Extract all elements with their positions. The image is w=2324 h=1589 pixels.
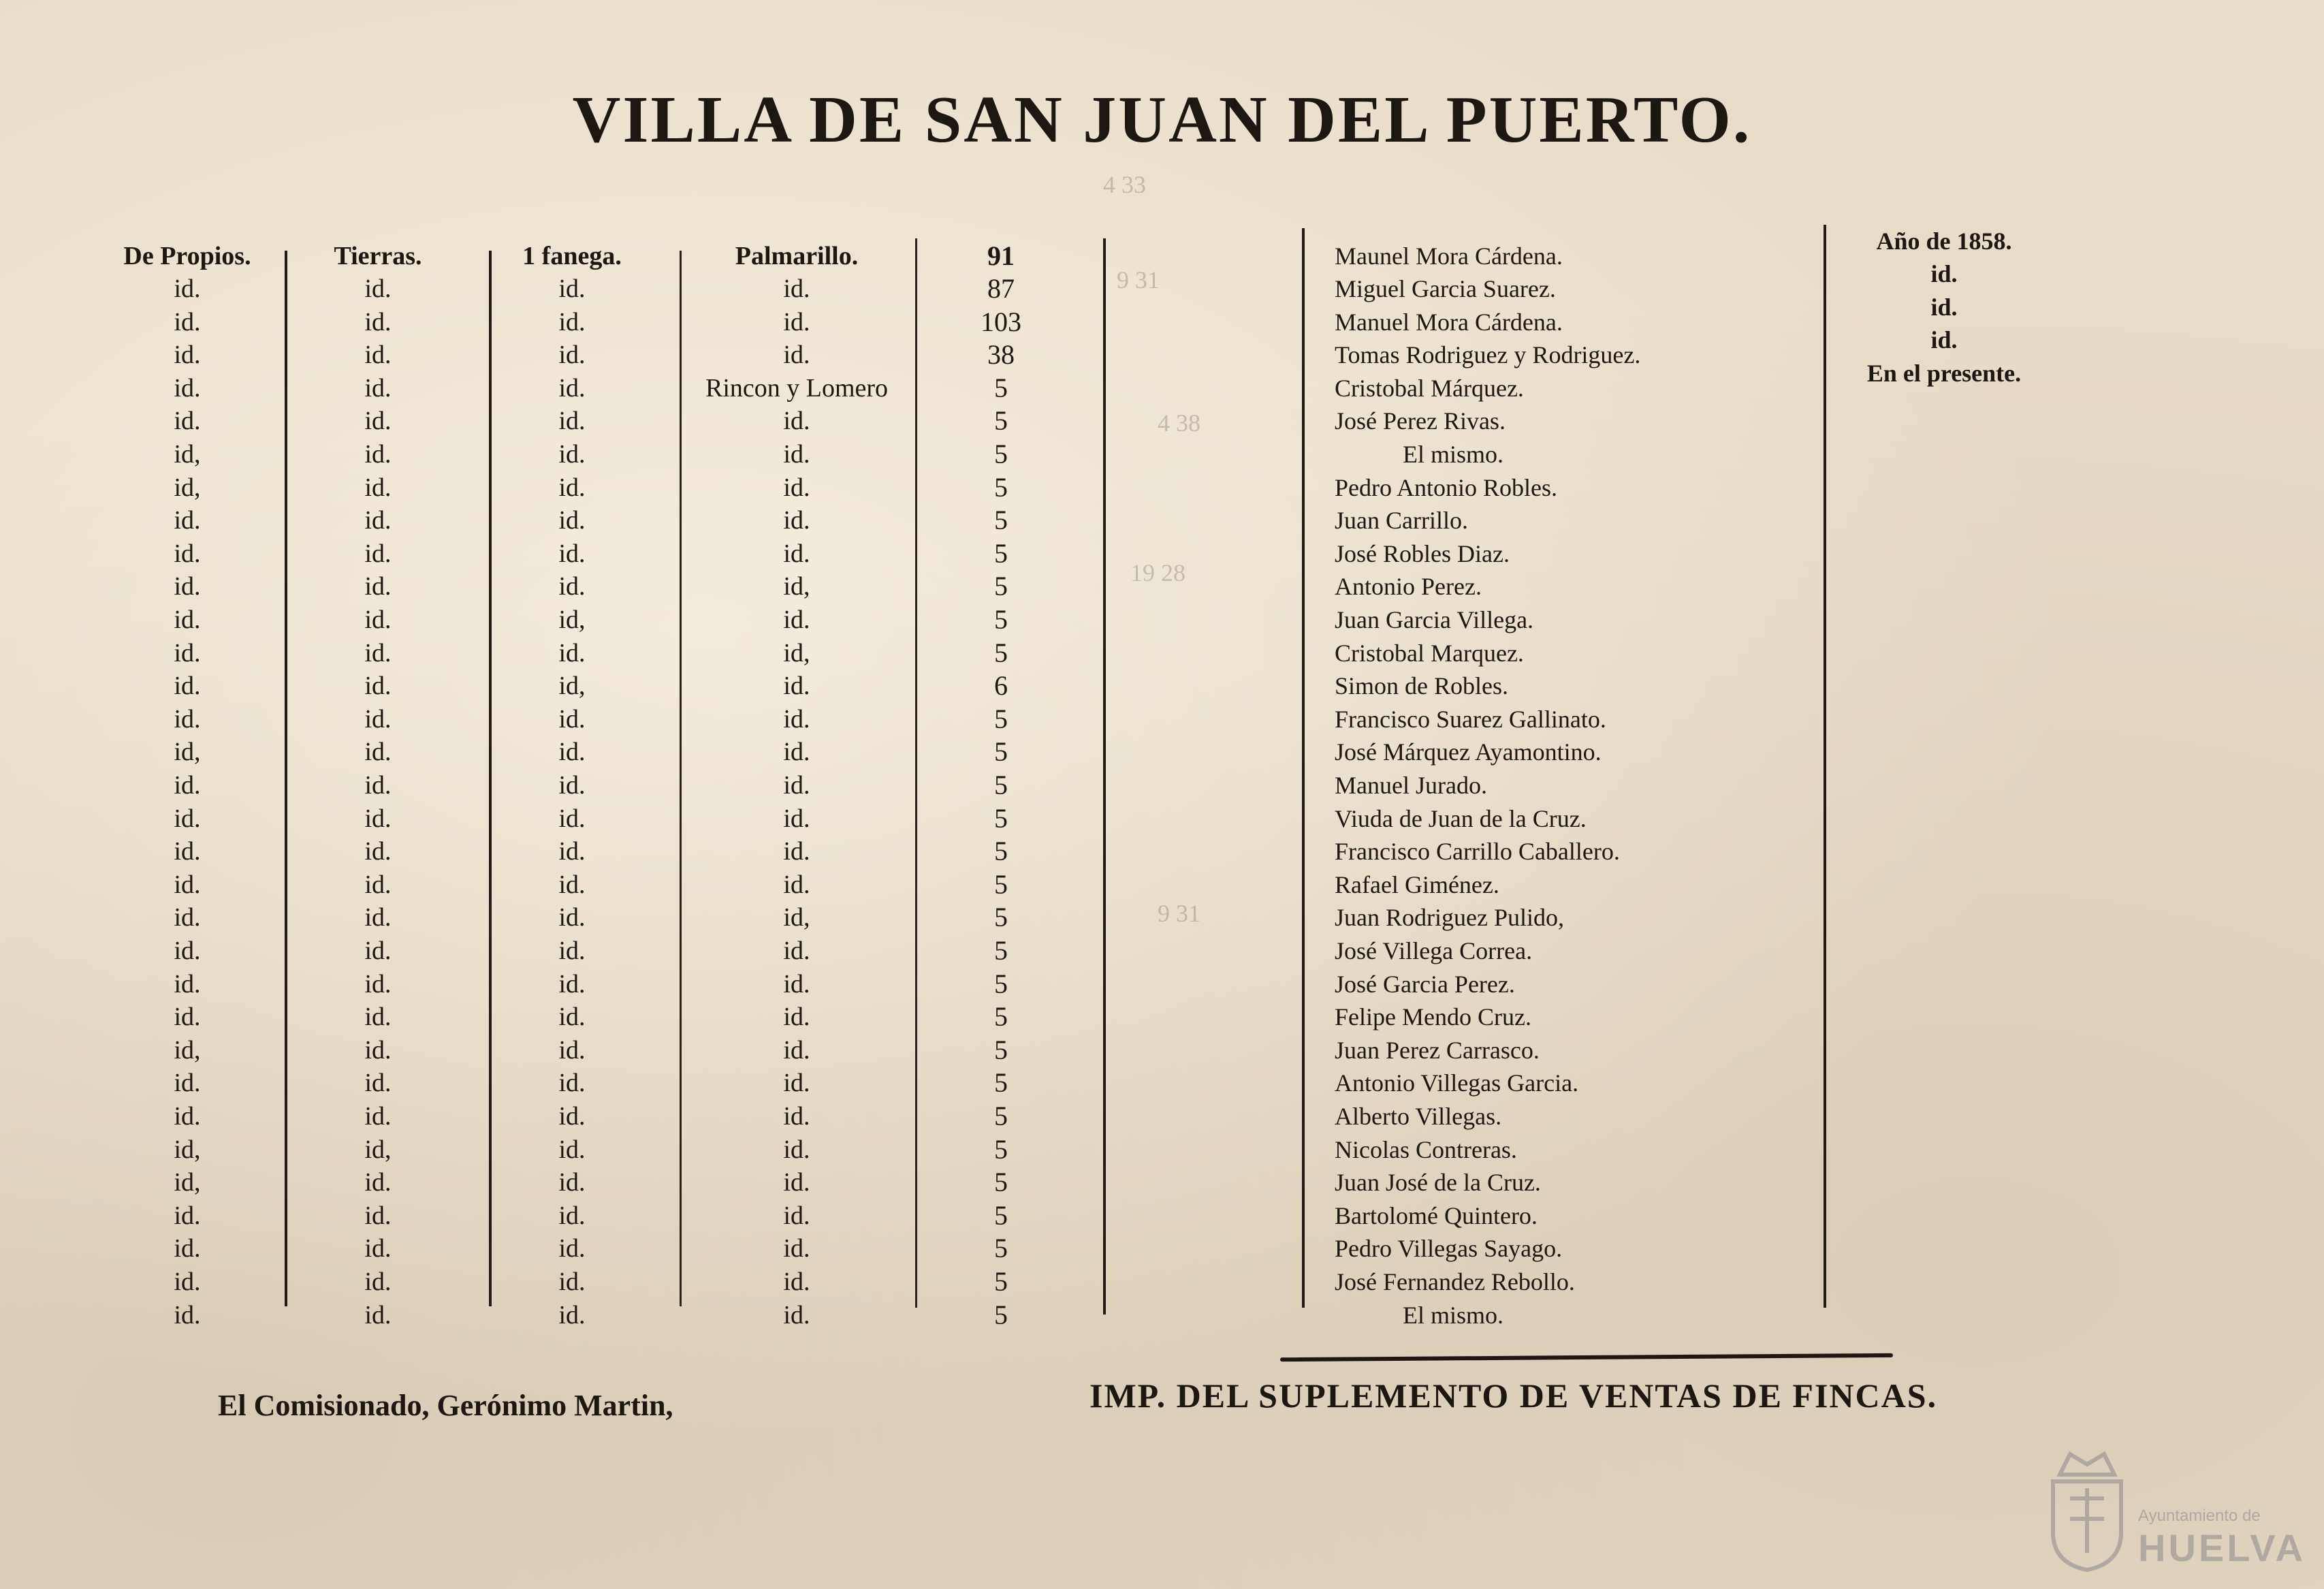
cell-tipo: id. [364,440,392,469]
table-row [0,1133,2324,1166]
cell-fondo: id, [174,440,201,469]
cell-cabida: id. [558,638,586,667]
table-row [0,570,2324,603]
cell-sitio: id. [783,672,810,701]
watermark-line2: HUELVA [2138,1526,2306,1569]
footer-commissioner: El Comisionado, Gerónimo Martin, [218,1389,673,1422]
cell-fondo: id. [174,1102,201,1131]
table-row [0,736,2324,768]
cell-sitio: id. [783,1201,810,1230]
cell-sitio: id. [783,1234,810,1263]
table-row [0,405,2324,437]
cell-tipo: id. [364,937,392,965]
cell-tipo: id. [364,870,392,899]
cell-nombre: Viuda de Juan de la Cruz. [1335,804,1587,832]
cell-numero: 5 [994,471,1008,503]
column-rule [1824,225,1826,1308]
cell-tipo: id. [364,1102,392,1131]
cell-tipo: id. [364,1300,392,1330]
cell-fondo: id. [174,1268,201,1296]
table-row [0,1166,2324,1199]
cell-nombre: José Garcia Perez. [1335,970,1515,998]
header-year: Año de 1858. [1876,227,2012,255]
header-tipo: Tierras. [334,242,422,270]
cell-tipo: id. [364,473,392,502]
table-row [0,769,2324,802]
cell-nombre: Pedro Villegas Sayago. [1335,1235,1563,1263]
footer-imprint: IMP. DEL SUPLEMENTO DE VENTAS DE FINCAS. [1089,1376,1938,1415]
cell-numero: 5 [994,1233,1008,1264]
bleed-through-text: 4 38 [1158,409,1200,437]
cell-fondo: id. [174,937,201,965]
cell-nombre: Antonio Perez. [1335,573,1482,601]
cell-fondo: id, [174,473,201,502]
cell-cabida: id. [558,870,586,899]
cell-cabida: id. [558,1135,586,1164]
cell-tipo: id. [364,903,392,932]
cell-numero: 5 [994,604,1008,635]
table-row [0,1034,2324,1067]
cell-cabida: id, [558,672,586,701]
cell-numero: 5 [994,935,1008,966]
cell-fondo: id. [174,1003,201,1032]
cell-tipo: id. [364,572,392,601]
cell-cabida: id. [558,373,586,403]
cell-numero: 5 [994,1001,1008,1033]
cell-sitio: id. [783,307,810,336]
cell-tipo: id. [364,1035,392,1065]
cell-sitio: id, [783,903,810,932]
cell-fondo: id. [174,307,201,336]
cell-cabida: id. [558,837,586,866]
cell-sitio: id. [783,1168,810,1197]
cell-numero: 5 [994,505,1008,536]
cell-cabida: id. [558,738,586,767]
cell-tipo: id. [364,1003,392,1032]
cell-fondo: id. [174,672,201,701]
cell-sitio: id. [783,1069,810,1098]
header-fondo: De Propios. [123,242,251,270]
cell-tipo: id. [364,1168,392,1197]
cell-numero: 5 [994,1199,1008,1231]
cell-fondo: id, [174,1035,201,1065]
cell-cabida: id. [558,1168,586,1197]
cell-cabida: id. [558,1201,586,1230]
cell-numero: 87 [987,273,1015,304]
cell-numero: 5 [994,405,1008,437]
cell-fondo: id. [174,373,201,403]
cell-numero: 5 [994,770,1008,800]
cell-cabida: id. [558,473,586,502]
table-row [0,537,2324,570]
table-row [0,359,2324,405]
table-row [0,1067,2324,1099]
cell-nombre: Francisco Carrillo Caballero. [1335,838,1620,866]
column-rule [680,251,682,1306]
bleed-through-text: 19 28 [1130,559,1185,586]
cell-cabida: id. [558,804,586,833]
cell-numero: 5 [994,968,1008,999]
cell-cabida: id. [558,1234,586,1263]
cell-tipo: id. [364,341,392,370]
cell-nombre: Miguel Garcia Suarez. [1335,275,1556,302]
cell-fondo: id. [174,605,201,634]
cell-fondo: id. [174,506,201,535]
cell-tipo: id. [364,704,392,734]
table-row [0,504,2324,537]
table-row [0,1001,2324,1033]
cell-year: En el presente. [1866,359,2022,387]
table-row [0,438,2324,471]
cell-nombre: Cristobal Marquez. [1335,639,1524,667]
cell-tipo: id, [364,1135,392,1164]
bleed-through-text: 9 31 [1117,266,1160,294]
column-rule [489,251,492,1306]
cell-tipo: id. [364,837,392,866]
table-row [0,802,2324,835]
header-nombre: Maunel Mora Cárdena. [1335,242,1563,270]
cell-fondo: id, [174,738,201,767]
cell-nombre: Alberto Villegas. [1335,1103,1502,1130]
cell-sitio: id. [783,704,810,734]
table-row [0,968,2324,1001]
cell-numero: 5 [994,571,1008,602]
cell-sitio: id. [783,506,810,535]
cell-sitio: id. [783,804,810,833]
cell-tipo: id. [364,307,392,336]
table-row [0,637,2324,670]
cell-nombre: Felipe Mendo Cruz. [1335,1003,1531,1031]
cell-numero: 5 [994,902,1008,933]
coat-of-arms-icon [2036,1444,2138,1573]
cell-sitio: id, [783,638,810,667]
cell-sitio: id. [783,937,810,965]
cell-fondo: id. [174,1069,201,1098]
cell-cabida: id. [558,1035,586,1065]
cell-cabida: id. [558,1300,586,1330]
table-row [0,603,2324,636]
cell-cabida: id. [558,969,586,998]
cell-numero: 5 [994,1101,1008,1131]
cell-cabida: id. [558,307,586,336]
cell-numero: 5 [994,836,1008,867]
cell-tipo: id. [364,672,392,701]
column-rule [915,238,917,1308]
watermark-line1: Ayuntamiento de [2138,1507,2261,1525]
cell-nombre: Juan Perez Carrasco. [1335,1036,1540,1064]
cell-tipo: id. [364,274,392,303]
cell-sitio: id. [783,1035,810,1065]
cell-sitio: id. [783,1003,810,1032]
cell-cabida: id. [558,506,586,535]
cell-cabida: id. [558,937,586,965]
cell-nombre: Manuel Jurado. [1335,772,1487,799]
footer-rule [1280,1353,1893,1362]
cell-sitio: id. [783,870,810,899]
cell-numero: 5 [994,439,1008,469]
cell-nombre: Pedro Antonio Robles. [1335,473,1558,501]
cell-fondo: id. [174,1300,201,1330]
cell-nombre: Juan Rodriguez Pulido, [1335,904,1564,932]
cell-tipo: id. [364,539,392,568]
cell-cabida: id. [558,1069,586,1098]
cell-numero: 5 [994,1067,1008,1099]
cell-fondo: id. [174,903,201,932]
cell-nombre: Nicolas Contreras. [1335,1135,1517,1163]
cell-nombre: José Márquez Ayamontino. [1335,738,1602,766]
cell-numero: 5 [994,372,1008,403]
cell-sitio: id. [783,771,810,800]
cell-nombre: Rafael Giménez. [1335,870,1499,898]
cell-fondo: id. [174,704,201,734]
table-row [0,868,2324,901]
cell-nombre: Manuel Mora Cárdena. [1335,308,1563,336]
column-rule [1103,238,1106,1315]
cell-nombre: El mismo. [1403,441,1504,468]
cell-sitio: id. [783,1300,810,1330]
cell-nombre: Bartolomé Quintero. [1335,1201,1538,1229]
cell-cabida: id. [558,903,586,932]
header-sitio: Palmarillo. [735,242,859,270]
cell-year: id. [1930,293,1958,321]
cell-numero: 5 [994,1266,1008,1297]
cell-cabida: id. [558,539,586,568]
table-row [0,1265,2324,1298]
cell-cabida: id. [558,1102,586,1131]
cell-cabida: id. [558,1268,586,1296]
table-row [0,1232,2324,1265]
cell-nombre: José Perez Rivas. [1335,407,1506,435]
cell-sitio: id. [783,440,810,469]
table-row [0,1199,2324,1232]
cell-sitio: id. [783,274,810,303]
cell-numero: 5 [994,868,1008,900]
table-row [0,835,2324,868]
cell-nombre: Francisco Suarez Gallinato. [1335,705,1606,733]
cell-fondo: id. [174,969,201,998]
cell-sitio: id. [783,1268,810,1296]
cell-fondo: id. [174,1234,201,1263]
cell-fondo: id. [174,804,201,833]
cell-nombre: Cristobal Márquez. [1335,374,1524,402]
cell-tipo: id. [364,969,392,998]
cell-cabida: id. [558,274,586,303]
cell-cabida: id. [558,407,586,436]
cell-numero: 5 [994,736,1008,768]
cell-fondo: id. [174,274,201,303]
cell-sitio: id. [783,407,810,436]
column-rule [1302,228,1305,1308]
cell-cabida: id. [558,1003,586,1032]
cell-cabida: id. [558,341,586,370]
cell-numero: 5 [994,802,1008,834]
cell-fondo: id. [174,837,201,866]
cell-tipo: id. [364,1268,392,1296]
table-row [0,670,2324,702]
cell-tipo: id. [364,506,392,535]
table-row [0,1299,2324,1332]
cell-tipo: id. [364,373,392,403]
cell-fondo: id, [174,1135,201,1164]
cell-fondo: id. [174,539,201,568]
cell-sitio: id. [783,969,810,998]
cell-sitio: id. [783,1102,810,1131]
cell-fondo: id. [174,638,201,667]
header-numero: 91 [987,240,1015,271]
cell-cabida: id. [558,704,586,734]
cell-fondo: id, [174,1168,201,1197]
cell-sitio: id. [783,473,810,502]
cell-numero: 5 [994,537,1008,569]
cell-sitio: id. [783,738,810,767]
cell-nombre: José Fernandez Rebollo. [1335,1268,1575,1295]
cell-tipo: id. [364,804,392,833]
cell-fondo: id. [174,341,201,370]
cell-nombre: Simon de Robles. [1335,672,1509,700]
cell-sitio: id. [783,1135,810,1164]
cell-sitio: id. [783,539,810,568]
cell-fondo: id. [174,771,201,800]
cell-tipo: id. [364,1234,392,1263]
cell-sitio: id. [783,837,810,866]
cell-tipo: id. [364,407,392,436]
cell-numero: 5 [994,1034,1008,1065]
cell-nombre: Tomas Rodriguez y Rodriguez. [1335,341,1641,369]
cell-numero: 38 [987,339,1015,371]
cell-tipo: id. [364,1069,392,1098]
cell-numero: 5 [994,1167,1008,1198]
bleed-through-text: 4 33 [1103,171,1146,198]
cell-fondo: id. [174,870,201,899]
cell-sitio: id. [783,341,810,370]
table-row [0,934,2324,967]
cell-numero: 103 [981,306,1021,337]
cell-sitio: id, [783,572,810,601]
header-cabida: 1 fanega. [522,242,622,270]
cell-sitio: Rincon y Lomero [705,373,889,403]
cell-tipo: id. [364,605,392,634]
cell-numero: 6 [994,670,1008,702]
cell-numero: 5 [994,1133,1008,1165]
table-row [0,703,2324,736]
cell-numero: 5 [994,637,1008,668]
cell-nombre: Juan José de la Cruz. [1335,1169,1541,1197]
cell-year: id. [1930,326,1958,354]
cell-nombre: El mismo. [1403,1301,1504,1329]
cell-tipo: id. [364,638,392,667]
table-row [0,471,2324,504]
document-title: VILLA DE SAN JUAN DEL PUERTO. [572,83,1752,157]
cell-sitio: id. [783,605,810,634]
cell-cabida: id. [558,440,586,469]
bleed-through-text: 9 31 [1158,900,1200,927]
cell-cabida: id. [558,572,586,601]
cell-tipo: id. [364,738,392,767]
cell-tipo: id. [364,771,392,800]
cell-numero: 5 [994,703,1008,734]
cell-nombre: Antonio Villegas Garcia. [1335,1069,1579,1097]
cell-tipo: id. [364,1201,392,1230]
cell-cabida: id. [558,771,586,800]
cell-fondo: id. [174,407,201,436]
cell-fondo: id. [174,572,201,601]
cell-numero: 5 [994,1299,1008,1330]
column-rule [285,251,287,1306]
cell-nombre: Juan Garcia Villega. [1335,606,1534,633]
cell-cabida: id, [558,605,586,634]
cell-fondo: id. [174,1201,201,1230]
cell-year: id. [1930,260,1958,287]
table-row [0,1100,2324,1133]
cell-nombre: Juan Carrillo. [1335,507,1468,535]
cell-nombre: José Villega Correa. [1335,937,1533,964]
cell-nombre: José Robles Diaz. [1335,539,1510,567]
table-row [0,901,2324,934]
